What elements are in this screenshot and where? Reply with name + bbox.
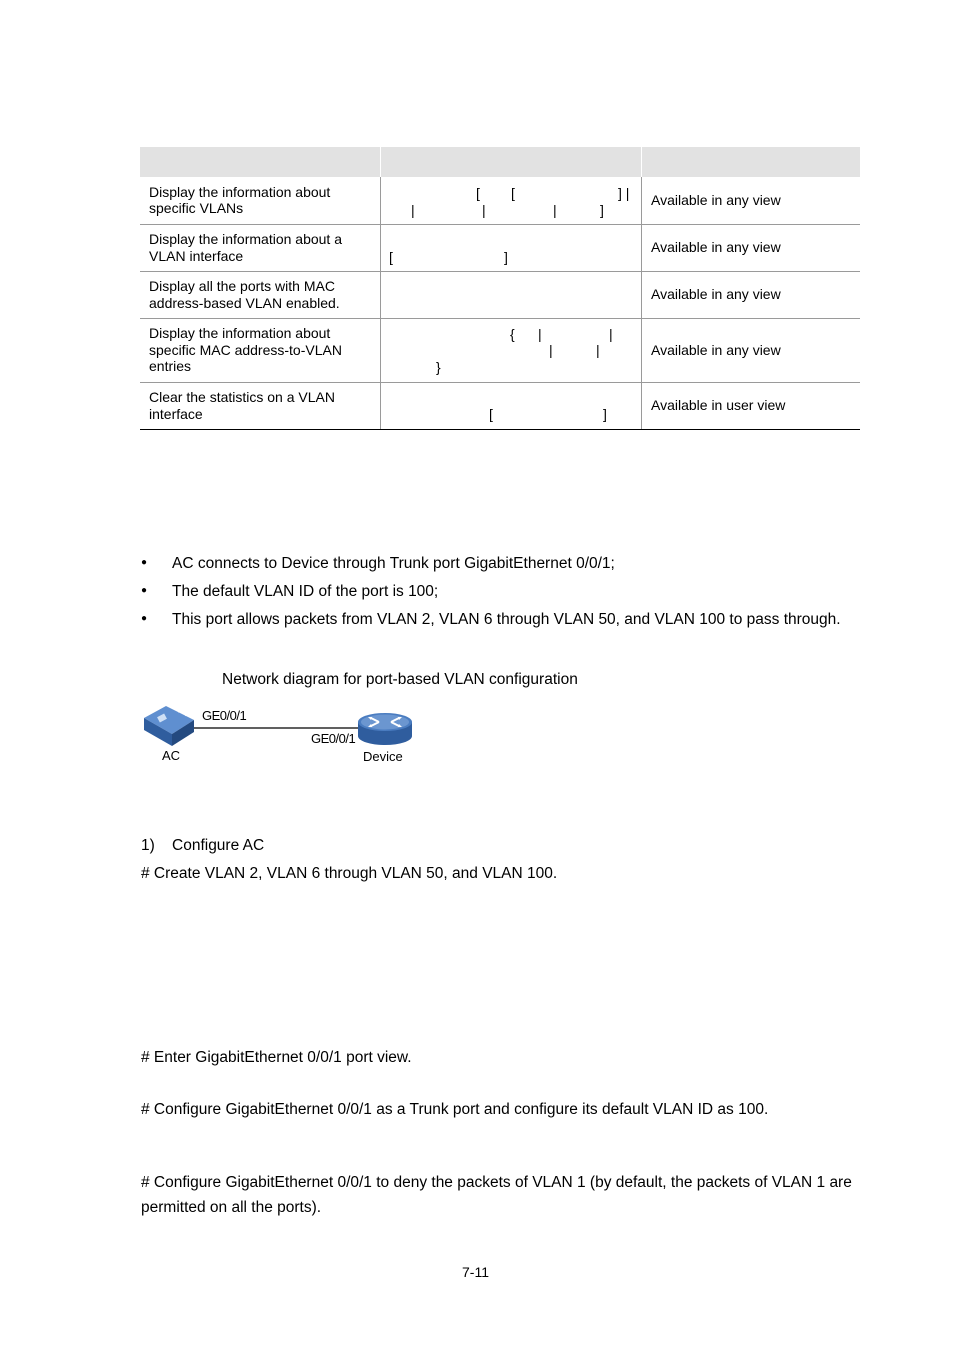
device-label: Device: [363, 749, 403, 764]
command-fragment: ]: [603, 405, 607, 422]
row-remarks: Available in user view: [642, 382, 861, 429]
figure-caption: Network diagram for port-based VLAN configuration: [222, 671, 578, 688]
row-remarks: Available in any view: [642, 318, 861, 382]
table-row: [140, 318, 860, 382]
step-enter-port: # Enter GigabitEthernet 0/0/1 port view.: [141, 1049, 412, 1066]
command-fragment: |: [609, 325, 613, 342]
step-configure-trunk: # Configure GigabitEthernet 0/0/1 as a Trunk port and configure its default VLAN ID as 100.: [141, 1101, 769, 1118]
table-header-row: [140, 147, 860, 177]
row-command: [381, 271, 642, 318]
row-operation: Clear the statistics on a VLAN interface: [140, 382, 381, 429]
command-fragment: |: [553, 202, 557, 218]
row-command: [381, 224, 642, 271]
bullet-dot: ●: [141, 613, 148, 624]
command-fragment: |: [411, 202, 415, 218]
command-fragment: |: [596, 341, 600, 358]
row-operation: Display the information about a VLAN interface: [140, 224, 381, 271]
command-fragment: [: [511, 185, 515, 201]
command-fragment: |: [538, 325, 542, 342]
device-icon: [358, 713, 412, 745]
command-fragment: ]: [600, 202, 604, 218]
page-number: 7-11: [462, 1264, 489, 1280]
row-command: [381, 318, 642, 382]
step-create-vlan: # Create VLAN 2, VLAN 6 through VLAN 50, and VLAN 100.: [141, 865, 558, 882]
table-header-remarks: [642, 147, 861, 177]
ac-icon: [144, 706, 194, 746]
ac-label: AC: [162, 748, 181, 763]
table-row: [140, 382, 860, 429]
bullet-dot: ●: [141, 585, 148, 596]
command-table: [140, 147, 860, 430]
command-fragment: ] |: [618, 185, 630, 201]
row-operation: Display all the ports with MAC address-based VLAN enabled.: [140, 271, 381, 318]
table-row: [140, 271, 860, 318]
row-remarks: Available in any view: [642, 271, 861, 318]
row-remarks: Available in any view: [642, 224, 861, 271]
table-header-command: [381, 147, 642, 177]
command-fragment: [: [476, 185, 480, 201]
step-deny-vlan1: # Configure GigabitEthernet 0/0/1 to deny the packets of VLAN 1 (by default, the packets of VLAN 1 are: [141, 1174, 852, 1191]
row-command: [381, 382, 642, 429]
table-row: [140, 177, 860, 224]
step-configure-ac: 1) Configure AC: [141, 837, 265, 854]
bullet-dot: ●: [141, 557, 148, 568]
bullet-item: AC connects to Device through Trunk port GigabitEthernet 0/0/1;: [172, 555, 615, 572]
step-deny-vlan1-cont: permitted on all the ports).: [141, 1199, 322, 1216]
command-fragment: }: [436, 358, 441, 375]
row-remarks: Available in any view: [642, 177, 861, 224]
row-operation: Display the information about specific MAC address-to-VLAN entries: [140, 318, 381, 382]
ac-port-label: GE0/0/1: [202, 708, 247, 723]
table-header-operation: [140, 147, 381, 177]
row-command: [381, 177, 642, 224]
command-fragment: {: [510, 325, 515, 342]
table-row: [140, 224, 860, 271]
bullet-item: The default VLAN ID of the port is 100;: [172, 583, 439, 600]
command-fragment: [: [489, 405, 493, 422]
command-fragment: [: [389, 248, 393, 265]
row-operation: Display the information about specific VLANs: [140, 177, 381, 224]
command-fragment: |: [549, 341, 553, 358]
command-fragment: |: [482, 202, 486, 218]
bullet-item: This port allows packets from VLAN 2, VLAN 6 through VLAN 50, and VLAN 100 to pass through.: [172, 611, 841, 628]
command-fragment: ]: [504, 248, 508, 265]
device-port-label: GE0/0/1: [311, 731, 356, 746]
